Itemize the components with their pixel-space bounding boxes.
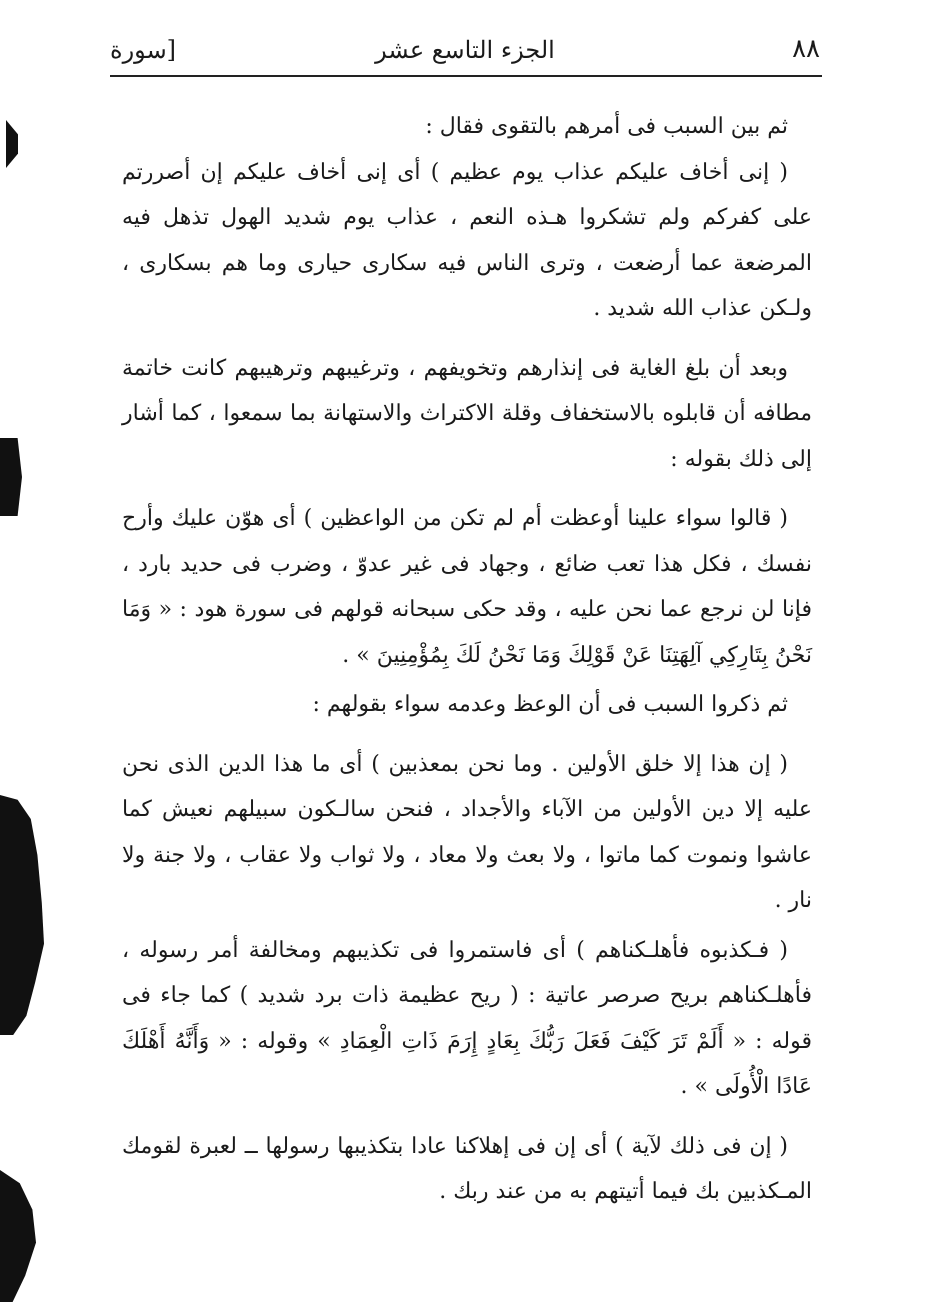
paragraph-1: ثم بين السبب فى أمرهم بالتقوى فقال :: [425, 114, 788, 139]
paragraph-7: ( فـكذبوه فأهلـكناهم ) أى فاستمروا فى تكذيبهم ومخالفة أمر رسوله ، فأهلـكناهم بريح صرصر عاتية : ( ريح عظيمة ذات برد شديد ) كما جاء فى قوله : « أَلَمْ تَرَ كَيْفَ فَعَلَ رَبُّكَ بِعَادٍ إِرَمَ ذَاتِ الْعِمَادِ » وقوله : « وَأَنَّهُ أَهْلَكَ عَادًا الْأُولَى » .: [122, 937, 812, 1099]
paragraph-5: ثم ذكروا السبب فى أن الوعظ وعدمه سواء بقولهم :: [312, 692, 788, 717]
binding-mark-bottom: [0, 1170, 36, 1302]
body-text: [122, 104, 812, 1215]
paragraph-8: ( إن فى ذلك لآية ) أى إن فى إهلاكنا عادا بتكذيبها رسولها ــ لعبرة لقومك المـكذبين بك فيما أتيتهم به من عند ربك .: [122, 1133, 812, 1204]
running-title: الجزء التاسع عشر: [375, 36, 555, 64]
header-rule: [110, 75, 822, 77]
surah-label: [سورة: [110, 36, 177, 64]
paragraph-4: ( قالوا سواء علينا أوعظت أم لم تكن من الواعظين ) أى هوّن عليك وأرح نفسك ، فكل هذا تعب ضائع ، وجهاد فى غير عدوّ ، وضرب فى حديد بارد ، فإنا لن نرجع عما نحن عليه ، وقد حكى سبحانه قولهم فى سورة هود : « وَمَا نَحْنُ بِتَارِكِي آلِهَتِنَا عَنْ قَوْلِكَ وَمَا نَحْنُ لَكَ بِمُؤْمِنِينَ » .: [122, 506, 812, 668]
paragraph-2: ( إنى أخاف عليكم عذاب يوم عظيم ) أى إنى أخاف عليكم إن أصررتم على كفركم ولم تشكروا هـذه النعم ، عذاب يوم شديد الهول تذهل فيه المرضعة عما أرضعت ، وترى الناس فيه سكارى حيارى وما هم بسكارى ، ولـكن عذاب الله شديد .: [122, 159, 812, 321]
binding-mark-middle: [0, 438, 22, 516]
paragraph-6: ( إن هذا إلا خلق الأولين . وما نحن بمعذبين ) أى ما هذا الدين الذى نحن عليه إلا دين الأولين من الآباء والأجداد ، فنحن سالـكون سبيلهم نعيش كما عاشوا ونموت كما ماتوا ، ولا بعث ولا معاد ، ولا ثواب ولا عقاب ، ولا جنة ولا نار .: [122, 751, 812, 913]
binding-mark-lower: [0, 795, 44, 1035]
paragraph-3: وبعد أن بلغ الغاية فى إنذارهم وتخويفهم ، وترغيبهم وترهيبهم كانت خاتمة مطافه أن قابلوه بالاستخفاف وقلة الاكتراث والاستهانة بما سمعوا ، كما أشار إلى ذلك بقوله :: [122, 355, 812, 472]
page-header: [110, 30, 820, 72]
binding-mark-top: [6, 120, 18, 168]
page-number: ٨٨: [792, 34, 820, 64]
